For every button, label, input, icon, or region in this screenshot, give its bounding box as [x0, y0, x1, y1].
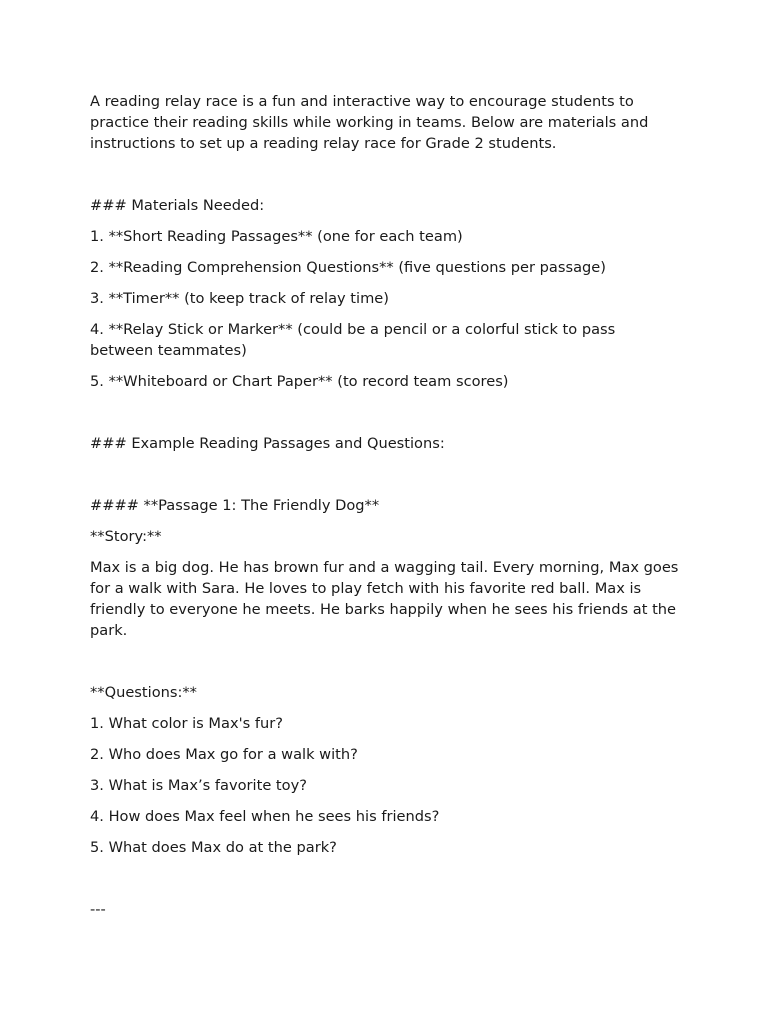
question-1: 1. What color is Max's fur? — [90, 715, 283, 732]
passage-heading: #### **Passage 1: The Friendly Dog** — [90, 497, 380, 514]
examples-heading: ### Example Reading Passages and Questions: — [90, 435, 445, 452]
question-4: 4. How does Max feel when he sees his friends? — [90, 808, 440, 825]
materials-item-1: 1. **Short Reading Passages** (one for each team) — [90, 228, 463, 245]
separator: --- — [90, 901, 106, 918]
materials-item-3: 3. **Timer** (to keep track of relay time) — [90, 290, 389, 307]
question-5: 5. What does Max do at the park? — [90, 839, 337, 856]
intro-paragraph: A reading relay race is a fun and interactive way to encourage students to practice their reading skills while working in teams. Below are materials and instructions to set up a reading relay race for Grade 2 students. — [90, 93, 649, 152]
document-body — [90, 91, 680, 920]
materials-item-4: 4. **Relay Stick or Marker** (could be a pencil or a colorful stick to pass between teammates) — [90, 321, 616, 359]
story-paragraph: Max is a big dog. He has brown fur and a wagging tail. Every morning, Max goes for a walk with Sara. He loves to play fetch with his favorite red ball. Max is friendly to everyone he meets. He barks happily when he sees his friends at the park. — [90, 559, 679, 639]
question-3: 3. What is Max’s favorite toy? — [90, 777, 307, 794]
questions-label: **Questions:** — [90, 684, 197, 701]
question-2: 2. Who does Max go for a walk with? — [90, 746, 358, 763]
materials-item-5: 5. **Whiteboard or Chart Paper** (to record team scores) — [90, 373, 509, 390]
materials-heading: ### Materials Needed: — [90, 197, 265, 214]
materials-item-2: 2. **Reading Comprehension Questions** (five questions per passage) — [90, 259, 606, 276]
story-label: **Story:** — [90, 528, 162, 545]
